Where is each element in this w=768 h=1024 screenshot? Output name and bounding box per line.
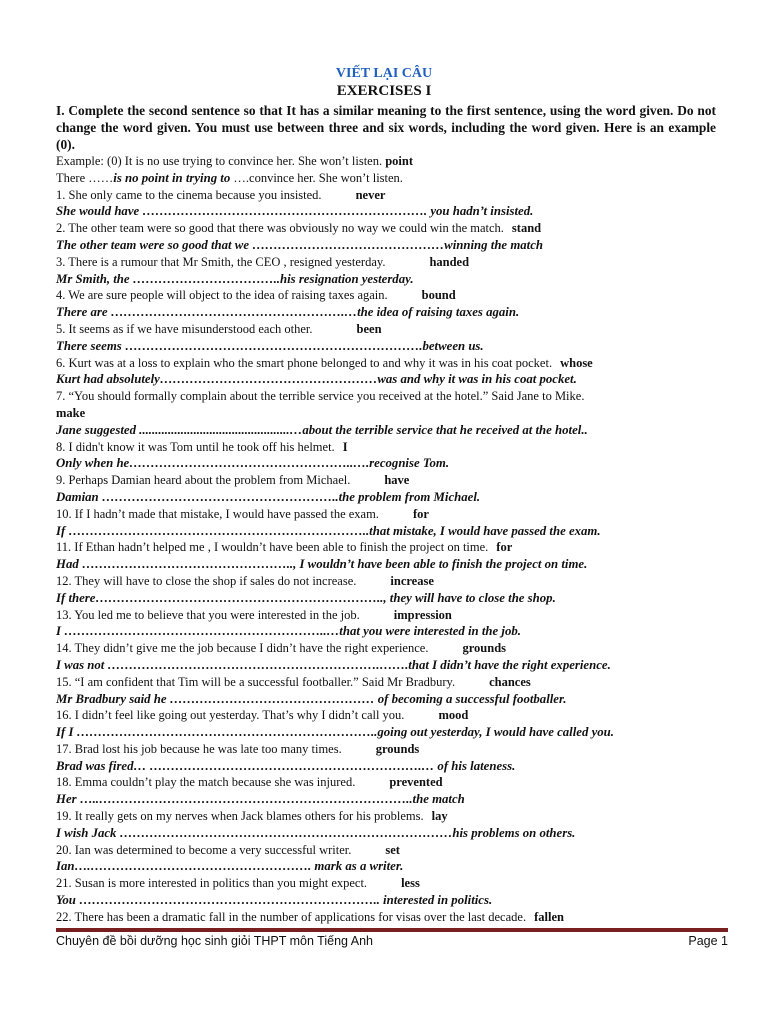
answer-line: She would have …………………………………………………………. you hadn’t insisted. <box>56 204 534 219</box>
exercise-question <box>56 909 716 926</box>
exercise-question <box>56 741 716 758</box>
question-text: 20. Ian was determined to become a very successful writer. <box>56 842 352 857</box>
keyword: never <box>355 187 386 202</box>
answer-line: Mr Smith, the ……………………………..his resignation yesterday. <box>56 271 414 286</box>
question-text: 13. You led me to believe that you were interested in the job. <box>56 607 360 622</box>
keyword: whose <box>560 355 593 370</box>
example-answer <box>56 170 716 187</box>
keyword: grounds <box>375 741 420 756</box>
question-text: 5. It seems as if we have misunderstood each other. <box>56 321 313 336</box>
exercise-question <box>56 187 716 204</box>
answer-line: I was not ……………………………………………………….…….that I didn’t have the right experience. <box>56 657 611 672</box>
footer-divider <box>56 928 728 932</box>
answer-line: There seems …………………………………………………………….between us. <box>56 338 484 353</box>
answer-line: You …………………………………………………………….. interested in politics. <box>56 893 493 908</box>
exercise-question <box>56 220 716 237</box>
question-text: 15. “I am confident that Tim will be a successful footballer.” Said Mr Bradbury. <box>56 674 456 689</box>
question-text: 7. “You should formally complain about the terrible service you received at the hotel.” Said Jane to Mike. <box>56 389 585 404</box>
exercise-question <box>56 472 716 489</box>
example-answer-fill: is no point in trying to <box>113 170 231 185</box>
question-text: 17. Brad lost his job because he was late too many times. <box>56 741 342 756</box>
example-sentence <box>56 153 716 170</box>
answer-line: Mr Bradbury said he ………………………………………… of becoming a successful footballer. <box>56 691 567 706</box>
answer-line: Damian ………………………………………………..the problem from Michael. <box>56 489 481 504</box>
exercise-question <box>56 321 716 338</box>
keyword: increase <box>390 573 434 588</box>
exercise-question <box>56 355 716 372</box>
question-text: 21. Susan is more interested in politics than you might expect. <box>56 876 368 891</box>
keyword: been <box>356 321 382 336</box>
answer-line: Jane suggested ...............................................…about the terrible service that he received at the hotel.. <box>56 422 588 437</box>
keyword: bound <box>421 288 456 303</box>
exercise-question <box>56 607 716 624</box>
question-text: 3. There is a rumour that Mr Smith, the CEO , resigned yesterday. <box>56 254 386 269</box>
example-answer-end: ….convince her. She won’t listen. <box>230 170 403 185</box>
exercise-question <box>56 774 716 791</box>
keyword: prevented <box>389 775 443 790</box>
keyword: impression <box>393 607 452 622</box>
exercise-question <box>56 707 716 724</box>
question-text: 12. They will have to close the shop if sales do not increase. <box>56 573 357 588</box>
footer-title: Chuyên đề bồi dưỡng học sinh giỏi THPT môn Tiếng Anh <box>56 934 373 948</box>
example-answer-start: There …… <box>56 170 114 185</box>
answer-line: If there………………………………………………………….., they will have to close the shop. <box>56 590 556 605</box>
question-text: 9. Perhaps Damian heard about the problem from Michael. <box>56 473 351 488</box>
keyword: for <box>496 540 513 555</box>
answer-line: Brad was fired… ……………………………………………………….… of his lateness. <box>56 758 516 773</box>
exercise-question <box>56 842 716 859</box>
exercise-question <box>56 287 716 304</box>
keyword: stand <box>511 221 542 236</box>
keyword: I <box>342 439 348 454</box>
question-text: 11. If Ethan hadn’t helped me , I wouldn’t have been able to finish the project on time. <box>56 540 489 555</box>
answer-line: There are ……………………………………………….…the idea of raising taxes again. <box>56 305 520 320</box>
exercise-question <box>56 640 716 657</box>
question-text: 4. We are sure people will object to the idea of raising taxes again. <box>56 288 388 303</box>
exercise-question <box>56 875 716 892</box>
exercise-question <box>56 674 716 691</box>
instructions: I. Complete the second sentence so that It has a similar meaning to the first sentence, using the word given. Do not change the word given. You must use between three and six words, including the word given. Here is an example (0). <box>56 103 716 152</box>
keyword: make <box>56 405 86 420</box>
exercise-question <box>56 506 716 523</box>
question-text: 2. The other team were so good that there was obviously no way we could win the match. <box>56 221 504 236</box>
question-text: 14. They didn’t give me the job because I didn’t have the right experience. <box>56 641 429 656</box>
question-text: 22. There has been a dramatic fall in the number of applications for visas over the last decade. <box>56 909 527 924</box>
title-block <box>0 66 768 99</box>
exercise-question <box>56 388 716 422</box>
answer-line: Kurt had absolutely……………………………………………was and why it was in his coat pocket. <box>56 372 577 387</box>
keyword: less <box>401 876 420 891</box>
question-text: 8. I didn't know it was Tom until he took off his helmet. <box>56 439 335 454</box>
answer-line: Her …..………………………………………………………………..the match <box>56 792 465 807</box>
question-text: 6. Kurt was at a loss to explain who the smart phone belonged to and why it was in his coat pocket. <box>56 355 553 370</box>
answer-line: Ian….……………………………………………. mark as a writer. <box>56 859 404 874</box>
keyword: set <box>385 842 400 857</box>
question-text: 10. If I hadn’t made that mistake, I would have passed the exam. <box>56 506 379 521</box>
keyword: mood <box>438 708 469 723</box>
keyword: handed <box>429 254 470 269</box>
question-text: 18. Emma couldn’t play the match because she was injured. <box>56 775 356 790</box>
keyword: for <box>412 506 429 521</box>
keyword: have <box>384 473 410 488</box>
answer-line: Only when he……………………………………………..….recognise Tom. <box>56 456 450 471</box>
page-number: Page 1 <box>688 934 728 948</box>
question-text: 1. She only came to the cinema because you insisted. <box>56 187 322 202</box>
example-keyword: point <box>385 154 414 168</box>
keyword: lay <box>431 809 448 824</box>
question-text: 19. It really gets on my nerves when Jack blames others for his problems. <box>56 809 424 824</box>
document-title: VIẾT LẠI CÂU <box>335 66 433 81</box>
keyword: fallen <box>534 909 564 924</box>
question-text: 16. I didn’t feel like going out yesterday. That’s why I didn’t call you. <box>56 708 405 723</box>
answer-line: Had ………………………………………….., I wouldn’t have been able to finish the project on time. <box>56 557 588 572</box>
answer-line: If I ……………………………………………………………..going out yesterday, I would have called you. <box>56 725 614 740</box>
exercise-question <box>56 254 716 271</box>
answer-line: I ……………………………………………………..…that you were interested in the job. <box>56 624 521 639</box>
answer-line: The other team were so good that we ………………………………………winning the match <box>56 237 544 252</box>
exercise-question <box>56 808 716 825</box>
exercise-question <box>56 539 716 556</box>
exercise-question <box>56 573 716 590</box>
answer-line: I wish Jack ……………………………………………………………………his problems on others. <box>56 825 576 840</box>
keyword: grounds <box>462 641 507 656</box>
exercise-list <box>56 187 716 926</box>
exercise-question <box>56 439 716 456</box>
exercise-content <box>56 102 716 926</box>
keyword: chances <box>489 674 531 689</box>
answer-line: If ……………………………………………………………..that mistake, I would have passed the exam. <box>56 523 601 538</box>
exercise-heading: EXERCISES I <box>336 83 432 99</box>
example-question: Example: (0) It is no use trying to convince her. She won’t listen. <box>56 154 383 168</box>
